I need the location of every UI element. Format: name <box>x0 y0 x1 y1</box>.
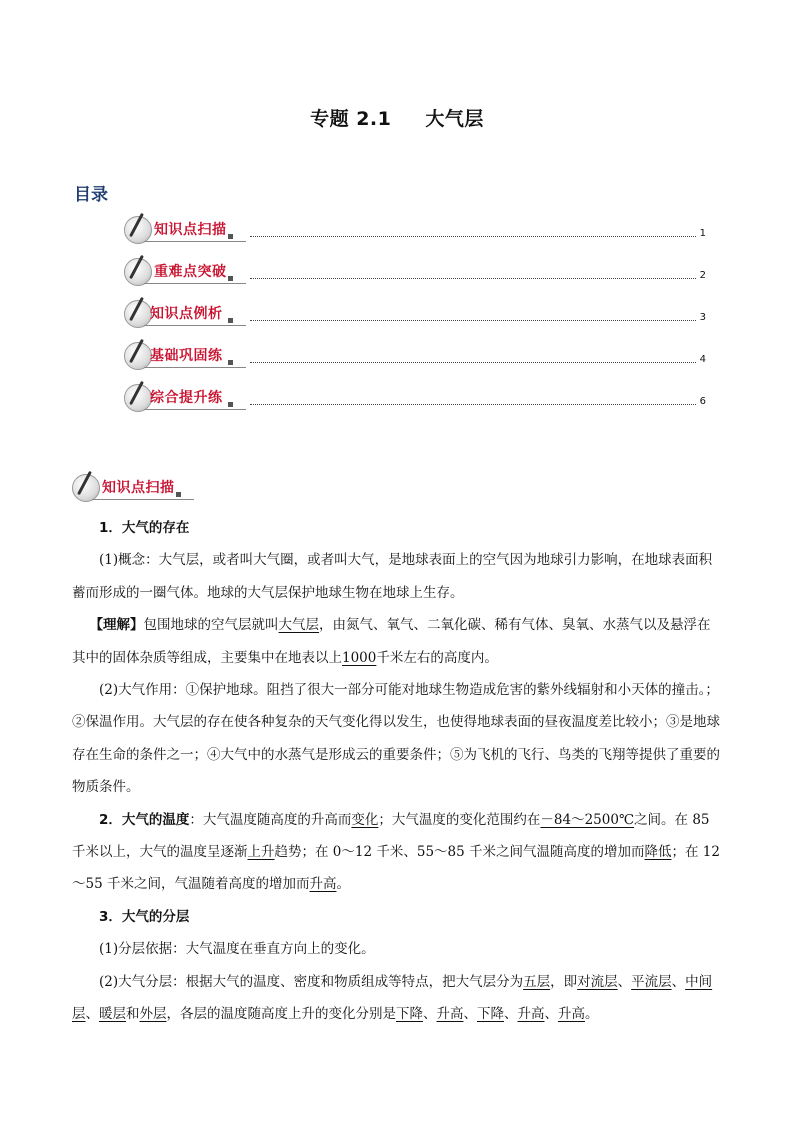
toc-item[interactable] <box>122 298 708 332</box>
section-badge <box>122 340 250 370</box>
title-prefix: 专题 2.1 <box>310 108 392 130</box>
section-badge <box>122 382 250 412</box>
toc-item-page: 3 <box>699 312 706 323</box>
toc-leader <box>250 404 696 405</box>
subheading: 1．大气的存在 <box>99 520 190 536</box>
page-title <box>0 104 794 131</box>
toc-item-label: 重难点突破 <box>154 264 227 280</box>
toc-item-page: 6 <box>699 396 706 407</box>
toc-item[interactable] <box>122 340 708 374</box>
toc-item-page: 4 <box>699 354 706 365</box>
section-badge <box>70 472 198 502</box>
title-main: 大气层 <box>425 108 484 130</box>
paragraph: 【理解】包围地球的空气层就叫大气层，由氮气、氧气、二氧化碳、稀有气体、臭氧、水蒸气以及悬浮在其中的固体杂质等组成，主要集中在地表以上1000千米左右的高度内。 <box>72 617 711 666</box>
toc-item-label: 基础巩固练 <box>150 348 223 364</box>
paragraph: 2．大气的温度：大气温度随高度的升高而变化；大气温度的变化范围约在－84～2500℃之间。在 85 千米以上，大气的温度呈逐渐上升趋势；在 0～12 千米、55～85 千米之间气温随高度的增加而降低；在 12～55 千米之间，气温随着高度的增加而升高。 <box>72 811 720 893</box>
section-badge <box>122 298 250 328</box>
paragraph: (1)概念：大气层，或者叫大气圈，或者叫大气，是地球表面上的空气因为地球引力影响，在地球表面积蓄而形成的一圈气体。地球的大气层保护地球生物在地球上生存。 <box>72 552 713 601</box>
section-badge <box>122 214 250 244</box>
paragraph: (2)大气作用：①保护地球。阻挡了很大一部分可能对地球生物造成危害的紫外线辐射和小天体的撞击。；②保温作用。大气层的存在使各种复杂的天气变化得以发生，也使得地球表面的昼夜温度差比较小；③是地球存在生命的条件之一；④大气中的水蒸气是形成云的重要条件；⑤为飞机的飞行、鸟类的飞翔等提供了重要的物质条件。 <box>72 682 720 796</box>
section-badge-label: 知识点扫描 <box>102 480 175 496</box>
section-badge <box>122 256 250 286</box>
toc-item[interactable] <box>122 214 708 248</box>
toc-leader <box>250 362 696 363</box>
toc-item[interactable] <box>122 256 708 290</box>
body-text <box>72 512 724 1031</box>
toc-item-label: 综合提升练 <box>150 390 223 406</box>
paragraph: (1)分层依据：大气温度在垂直方向上的变化。 <box>99 941 375 958</box>
toc-heading: 目录 <box>74 185 108 205</box>
toc-leader <box>250 236 696 237</box>
subheading: 3．大气的分层 <box>99 908 190 925</box>
toc-leader <box>250 320 696 321</box>
toc-item-page: 2 <box>699 270 706 281</box>
section-header <box>70 472 200 504</box>
toc-item-page: 1 <box>699 228 706 239</box>
toc-item-label: 知识点扫描 <box>154 222 227 238</box>
toc-item[interactable] <box>122 382 708 416</box>
paragraph: (2)大气分层：根据大气的温度、密度和物质组成等特点，把大气层分为五层，即对流层、平流层、中间层、暖层和外层，各层的温度随高度上升的变化分别是下降、升高、下降、升高、升高。 <box>72 973 713 1023</box>
toc-leader <box>250 278 696 279</box>
toc-item-label: 知识点例析 <box>150 306 223 322</box>
